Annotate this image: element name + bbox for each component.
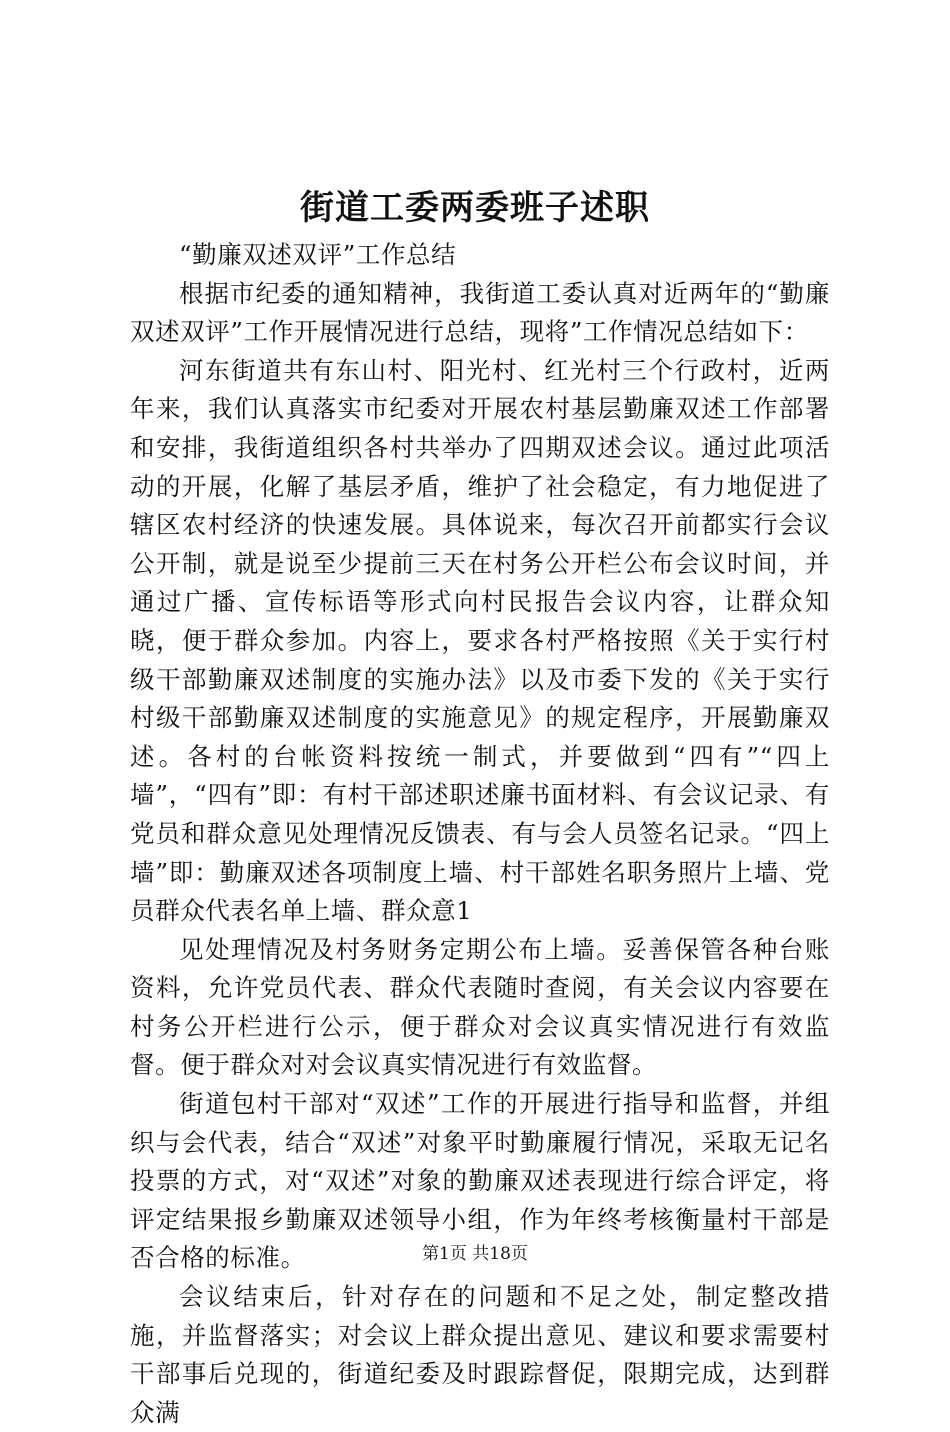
- document-title: 街道工委两委班子述职: [300, 188, 650, 228]
- paragraph-intro: 根据市纪委的通知精神，我街道工委认真对近两年的“勤廉双述双评”工作开展情况进行总结，现将”工作情况总结如下：: [130, 278, 830, 347]
- paragraph-records: 见处理情况及村务财务定期公布上墙。妥善保管各种台账资料，允许党员代表、群众代表随时查阅，有关会议内容要在村务公开栏进行公示，便于群众对会议真实情况进行有效监督。便于群众对对会议真实情况进行有效监督。: [130, 934, 830, 1080]
- paragraph-subtitle: “勤廉双述双评”工作总结: [179, 240, 457, 269]
- paragraph-followup: 会议结束后，针对存在的问题和不足之处，制定整改措施，并监督落实；对会议上群众提出意见、建议和要求需要村干部事后兑现的，街道纪委及时跟踪督促，限期完成，达到群众满: [130, 1282, 830, 1427]
- paragraph-overview: 河东街道共有东山村、阳光村、红光村三个行政村，近两年来，我们认真落实市纪委对开展农村基层勤廉双述工作部署和安排，我街道组织各村共举办了四期双述会议。通过此项活动的开展，化解了基层矛盾，维护了社会稳定，有力地促进了辖区农村经济的快速发展。具体说来，每次召开前都实行会议公开制，就是说至少提前三天在村务公开栏公布会议时间，并通过广播、宣传标语等形式向村民报告会议内容，让群众知晓，便于群众参加。内容上，要求各村严格按照《关于实行村级干部勤廉双述制度的实施办法》以及市委下发的《关于实行村级干部勤廉双述制度的实施意见》的规定程序，开展勤廉双述。各村的台帐资料按统一制式，并要做到“四有”“四上墙”，“四有”即：有村干部述职述廉书面材料、有会议记录、有党员和群众意见处理情况反馈表、有与会人员签名记录。“四上墙”即：勤廉双述各项制度上墙、村干部姓名职务照片上墙、党员群众代表名单上墙、群众意1: [130, 355, 830, 926]
- page-number-footer: 第1页 共18页: [422, 1244, 528, 1264]
- paragraph-evaluation: 街道包村干部对“双述”工作的开展进行指导和监督，并组织与会代表，结合“双述”对象平时勤廉履行情况，采取无记名投票的方式，对“双述”对象的勤廉双述表现进行综合评定，将评定结果报乡勤廉双述领导小组，作为年终考核衡量村干部是否合格的标准。: [130, 1089, 830, 1273]
